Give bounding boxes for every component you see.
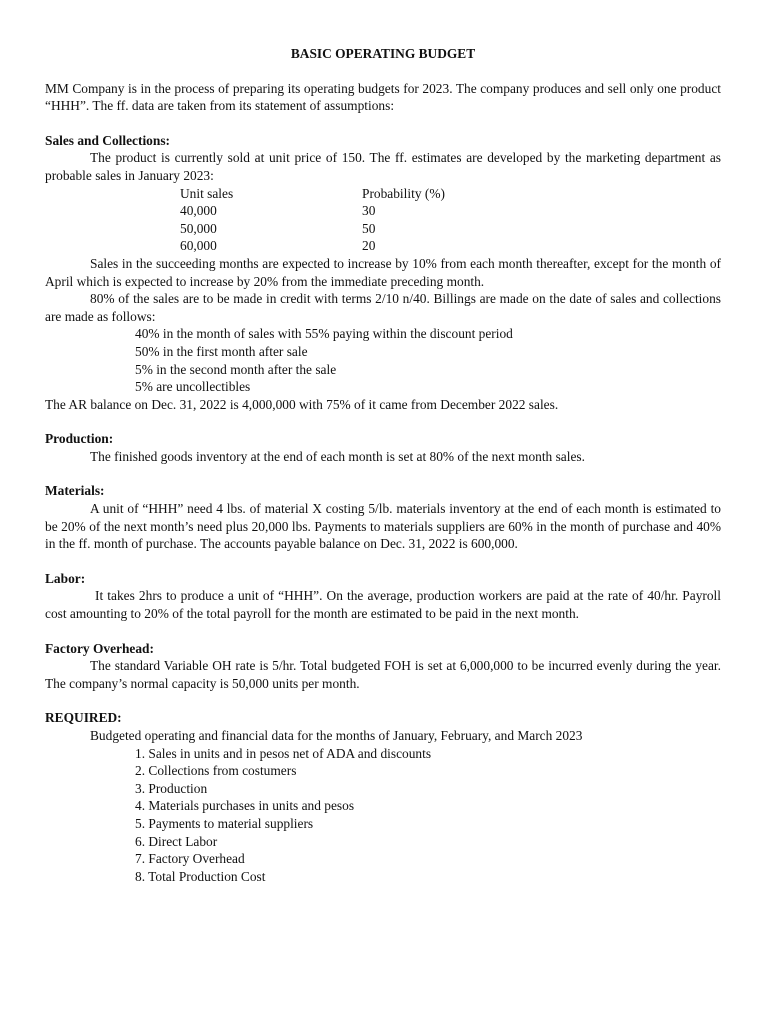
list-item: 5. Payments to material suppliers (135, 815, 314, 831)
list-item: 8. Total Production Cost (135, 868, 266, 884)
materials-heading: Materials: (45, 483, 105, 499)
list-item: 5% are uncollectibles (135, 379, 251, 395)
list-item: 4. Materials purchases in units and pesos (135, 798, 355, 814)
table-row (180, 202, 721, 220)
required-heading: REQUIRED: (45, 710, 122, 726)
unit-sales-cell: 50,000 (180, 220, 217, 236)
sales-heading: Sales and Collections: (45, 132, 170, 148)
list-item: 5% in the second month after the sale (135, 361, 337, 377)
production-paragraph: The finished goods inventory at the end of each month is set at 80% of the next month sales. (90, 448, 585, 464)
document-title: BASIC OPERATING BUDGET (290, 46, 476, 61)
document-body (45, 45, 721, 885)
labor-heading: Labor: (45, 570, 86, 586)
list-item: 6. Direct Labor (135, 833, 218, 849)
unit-sales-cell: 60,000 (180, 238, 217, 254)
ar-balance-note: The AR balance on Dec. 31, 2022 is 4,000,000 with 75% of it came from December 2022 sales. (45, 396, 559, 412)
intro-paragraph: MM Company is in the process of preparing its operating budgets for 2023. The company produces and sell only one product “HHH”. The ff. data are taken from its statement of assumptions: (45, 80, 721, 114)
sales-paragraph-1: The product is currently sold at unit price of 150. The ff. estimates are developed by the marketing department as probable sales in January 2023: (45, 150, 721, 183)
required-paragraph: Budgeted operating and financial data for the months of January, February, and March 2023 (90, 728, 583, 743)
list-item: 3. Production (135, 780, 208, 796)
probability-header: Probability (%) (362, 185, 445, 201)
overhead-paragraph: The standard Variable OH rate is 5/hr. Total budgeted FOH is set at 6,000,000 to be incurred evenly during the year. The company’s normal capacity is 50,000 units per month. (45, 658, 721, 691)
table-row (180, 220, 721, 238)
probability-cell: 20 (362, 238, 376, 254)
probability-cell: 50 (362, 220, 376, 236)
overhead-heading: Factory Overhead: (45, 640, 154, 656)
table-row (180, 237, 721, 255)
sales-paragraph-2: Sales in the succeeding months are expected to increase by 10% from each month thereafter, except for the month of April which is expected to increase by 20% from the immediate preceding month. (45, 255, 721, 289)
sales-paragraph-3: 80% of the sales are to be made in credit with terms 2/10 n/40. Billings are made on the date of sales and collections are made as follows: (45, 291, 721, 324)
required-list (135, 745, 721, 886)
labor-paragraph: It takes 2hrs to produce a unit of “HHH”. On the average, production workers are paid at the rate of 40/hr. Payroll cost amounting to 20% of the total payroll for the month are estimated to be paid in the next month. (45, 588, 721, 622)
list-item: 2. Collections from costumers (135, 763, 297, 779)
probability-table-header (180, 185, 721, 203)
probability-cell: 30 (362, 203, 376, 219)
list-item: 40% in the month of sales with 55% paying within the discount period (135, 326, 513, 342)
unit-sales-header: Unit sales (180, 185, 234, 201)
probability-table (180, 185, 721, 255)
list-item: 1. Sales in units and in pesos net of ADA and discounts (135, 745, 432, 761)
materials-paragraph: A unit of “HHH” need 4 lbs. of material X costing 5/lb. materials inventory at the end of each month is estimated to be 20% of the next month’s need plus 20,000 lbs. Payments to materials suppliers are 60% in the month of purchase and 40% in the ff. month of purchase. The accounts payable balance on Dec. 31, 2022 is 600,000. (45, 501, 721, 552)
collections-list (135, 325, 721, 395)
list-item: 7. Factory Overhead (135, 851, 245, 867)
unit-sales-cell: 40,000 (180, 203, 217, 219)
list-item: 50% in the first month after sale (135, 343, 308, 359)
production-heading: Production: (45, 431, 114, 447)
